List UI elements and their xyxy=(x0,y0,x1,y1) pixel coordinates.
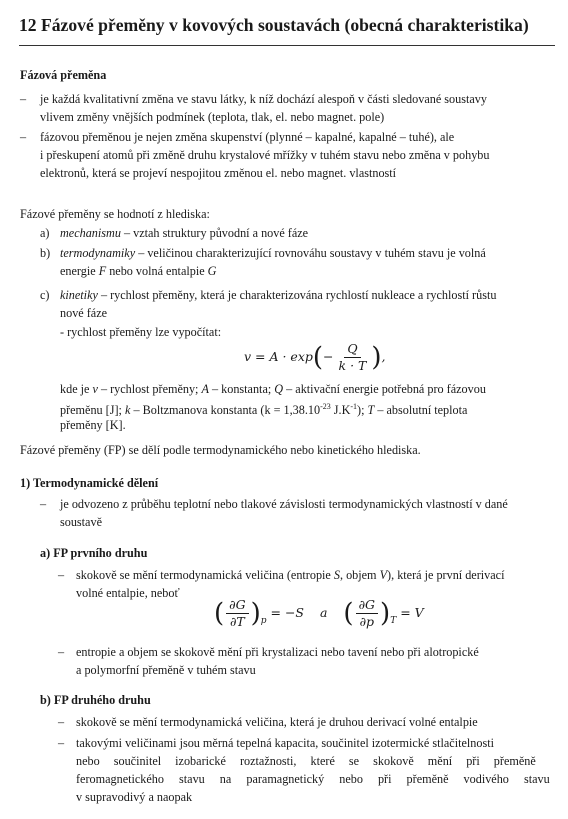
evaluation-intro: Fázové přeměny se hodnotí z hlediska: xyxy=(20,207,210,221)
list-item-continuation: energie F nebo volná entalpie G xyxy=(60,264,217,278)
formula-end: , xyxy=(381,349,386,364)
definition-line: elektronů, která se projeví nespojitou změnou el. nebo magnet. vlastností xyxy=(40,166,397,180)
list-item-continuation: nové fáze xyxy=(60,306,108,320)
formula-legend-line: kde je v – rychlost přeměny; A – konstanta; Q – aktivační energie potřebná pro fázovou xyxy=(60,382,486,396)
definition-line: soustavě xyxy=(60,515,102,529)
formula-paren: ) xyxy=(250,598,261,629)
definition-line: skokově se mění termodynamická veličina (entropie S, objem V), která je první derivací xyxy=(76,568,505,582)
formula-paren: ) xyxy=(380,598,391,629)
subsection-heading-first-order: a) FP prvního druhu xyxy=(40,546,148,560)
list-label: c) xyxy=(40,288,50,302)
definition-line: vlivem změny vnějších podmínek (teplota, tlak, el. nebo magnet. pole) xyxy=(40,110,385,124)
formula-numerator: Q xyxy=(344,341,360,358)
term: kinetiky xyxy=(60,288,98,302)
definition-line: a polymorfní přeměně v tuhém stavu xyxy=(76,663,256,677)
bullet-dash: – xyxy=(58,736,65,750)
title-divider xyxy=(19,45,555,46)
section-heading-thermodynamic: 1) Termodynamické dělení xyxy=(20,476,159,490)
definition-line: takovými veličinami jsou měrná tepelná kapacita, součinitel izotermické stlačitelnosti xyxy=(76,736,494,750)
rate-intro: - rychlost přeměny lze vypočítat: xyxy=(60,325,222,339)
page-title: 12 Fázové přeměny v kovových soustavách (obecná charakteristika) xyxy=(19,15,529,35)
formula-denominator: k · T xyxy=(338,358,367,373)
formula-lhs: v = A · exp xyxy=(244,349,313,364)
term: mechanismu xyxy=(60,226,121,240)
bullet-dash: – xyxy=(40,497,47,511)
list-item-mechanism xyxy=(60,224,308,242)
definition-line: je každá kvalitativní změna ve stavu látky, k níž dochází alespoň v části sledované soustavy xyxy=(40,92,487,106)
definition-line: feromagnetického stavu na paramagnetický nebo při přeměně vodivého stavu xyxy=(76,772,550,786)
formula-fraction: $\frac{\partial G}{\partial p}$ xyxy=(356,597,378,630)
bullet-dash: – xyxy=(58,715,65,729)
formula-legend-line: přeměny [K]. xyxy=(60,418,126,432)
list-label: b) xyxy=(40,246,51,260)
definition-line: volné entalpie, neboť xyxy=(76,586,180,600)
bullet-dash: – xyxy=(20,130,27,144)
formula-fraction xyxy=(336,341,370,374)
formula-paren: ( xyxy=(214,598,225,629)
term-desc: – rychlost přeměny, která je charakterizována rychlostí nukleace a rychlostí růstu xyxy=(97,288,497,302)
formula-paren: ( xyxy=(343,598,354,629)
definition-line: je odvozeno z průběhu teplotní nebo tlakové závislosti termodynamických vlastností v dané xyxy=(60,497,508,511)
formula-minus: − xyxy=(323,349,334,364)
classification-intro: Fázové přeměny (FP) se dělí podle termodynamického nebo kinetického hlediska. xyxy=(20,443,421,457)
term-desc: – vztah struktury původní a nové fáze xyxy=(120,226,309,240)
list-item-kinetics xyxy=(60,286,496,304)
bullet-dash: – xyxy=(58,568,65,582)
rate-formula xyxy=(244,341,386,374)
term: termodynamiky xyxy=(60,246,136,260)
list-label: a) xyxy=(40,226,50,240)
list-item-thermodynamics xyxy=(60,244,486,262)
definition-line: fázovou přeměnou je nejen změna skupenství (plynné – kapalné, kapalné – tuhé), ale xyxy=(40,130,455,144)
formula-legend-line: přeměnu [J]; k – Boltzmanova konstanta ($k = 1,38.10^{-23}$ $J.K^{-1}$); T – absolutní teplota xyxy=(60,402,468,417)
derivative-formula: ( $\frac{\partial G}{\partial T}$ )$_p = -S$ a ( $\frac{\partial G}{\partial p}$ )$_T = V$ xyxy=(214,597,424,629)
definition-line: v supravodivý a naopak xyxy=(76,790,193,804)
bullet-dash: – xyxy=(20,92,27,106)
formula-fraction: $\frac{\partial G}{\partial T}$ xyxy=(226,597,248,630)
definition-line: nebo součinitel izobarické roztažnosti, které se skokově mění při přeměně xyxy=(76,754,536,768)
term-desc: – veličinou charakterizující rovnováhu soustavy v tuhém stavu je volná xyxy=(135,246,486,260)
section-heading-phase-change: Fázová přeměna xyxy=(20,68,107,82)
definition-line: i přeskupení atomů při změně druhu krystalové mřížky v tuhém stavu nebo změna v pohybu xyxy=(40,148,490,162)
bullet-dash: – xyxy=(58,645,65,659)
definition-line: skokově se mění termodynamická veličina, která je druhou derivací volné entalpie xyxy=(76,715,478,729)
formula-paren: ) xyxy=(371,342,382,373)
definition-line: entropie a objem se skokově mění při krystalizaci nebo tavení nebo při alotropické xyxy=(76,645,479,659)
subsection-heading-second-order: b) FP druhého druhu xyxy=(40,693,151,707)
formula-paren: ( xyxy=(312,342,324,373)
